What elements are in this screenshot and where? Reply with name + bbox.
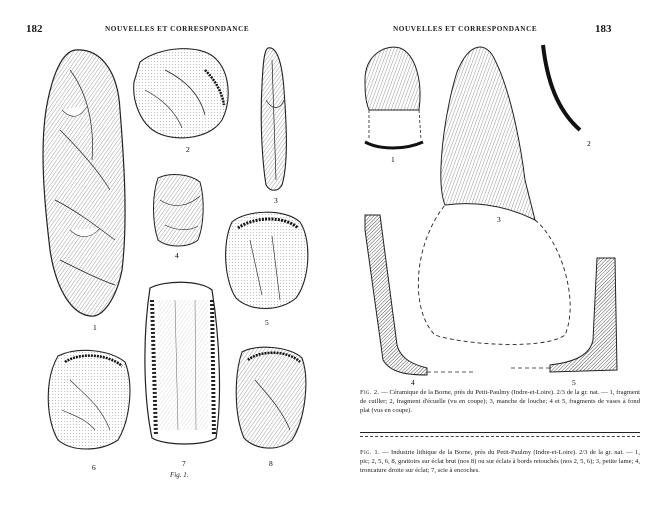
- artifact-number: 6: [92, 463, 96, 472]
- page-number: 183: [595, 23, 612, 35]
- ceramic-3-ladle-handle: [418, 47, 570, 344]
- artifact-number-7: [182, 458, 186, 467]
- artifact-number: 1: [93, 323, 97, 332]
- caption-fig2: [360, 388, 640, 416]
- artifact-number: 3: [274, 196, 278, 205]
- artifact-number: 8: [269, 459, 273, 468]
- page-number: 182: [26, 23, 43, 35]
- artifact-number: 7: [182, 459, 186, 468]
- caption-text: — Industrie lithique de la Borne, près du Petit-Paulmy (Indre-et-Loire). 2/3 de la gr. nat. — 1, pic; 2, 5, 6, 8, grattoirs sur éclat brut (nos 8) ou sur éclats à bords retouchés (nos 2, 5, 6); 3, petite lame; 4, troncature droite sur éclat; 7, scie à encoches.: [360, 449, 640, 475]
- artifact-2-scraper: [134, 49, 228, 138]
- ceramic-1-spoon: [365, 47, 423, 148]
- artifact-number-2: [186, 144, 190, 153]
- artifact-number-3: [274, 195, 278, 204]
- caption-lead: Fig. 2.: [360, 389, 380, 396]
- running-head: NOUVELLES ET CORRESPONDANCE: [393, 25, 538, 33]
- artifact-number: 2: [186, 145, 190, 154]
- caption-fig1: [360, 448, 640, 476]
- artifact-3-blade: [261, 48, 286, 190]
- artifact-7-notched-saw: [145, 282, 220, 444]
- artifact-5-scraper: [226, 212, 308, 308]
- ceramic-number-5: [572, 377, 576, 386]
- caption-divider: [360, 432, 640, 433]
- artifact-number-4: [175, 250, 179, 259]
- artifact-4-truncation: [154, 175, 204, 246]
- ceramic-number: 3: [497, 215, 501, 224]
- artifact-number-8: [269, 458, 273, 467]
- ceramic-4-vase-base: [365, 215, 475, 375]
- ceramic-number-2: [587, 138, 591, 147]
- ceramic-number: 4: [411, 378, 415, 387]
- ceramic-number: 2: [587, 139, 591, 148]
- ceramic-number: 5: [572, 378, 576, 387]
- caption-text: — Céramique de la Borne, près du Petit-Paulmy (Indre-et-Loire). 2/3 de la gr. nat. — 1, fragment de cuiller; 2, fragment d'écuelle (vu en coupe); 3, manche de louche; 4 et 5, fragments de vases à fond plat (vus en coupe).: [360, 389, 640, 415]
- ceramic-number: 1: [391, 155, 395, 164]
- artifact-number-5: [265, 317, 269, 326]
- ceramic-number-3: [497, 214, 501, 223]
- ceramic-number-4: [411, 377, 415, 386]
- artifact-number: 5: [265, 318, 269, 327]
- ceramic-2-bowl-section: [543, 45, 580, 130]
- artifact-6-scraper: [48, 350, 130, 449]
- caption-lead: Fig. 1.: [360, 449, 380, 456]
- figure-label: Fig. 1.: [170, 471, 189, 479]
- artifact-number-1: [93, 322, 97, 331]
- ceramic-number-1: [391, 154, 395, 163]
- artifact-number-6: [92, 462, 96, 471]
- artifact-8-scraper: [236, 347, 306, 448]
- caption-divider-dashed: [360, 436, 640, 437]
- running-head: NOUVELLES ET CORRESPONDANCE: [105, 25, 250, 33]
- ceramic-5-vase-base: [510, 258, 617, 372]
- artifact-number: 4: [175, 251, 179, 260]
- artifact-1-pick: [43, 50, 125, 316]
